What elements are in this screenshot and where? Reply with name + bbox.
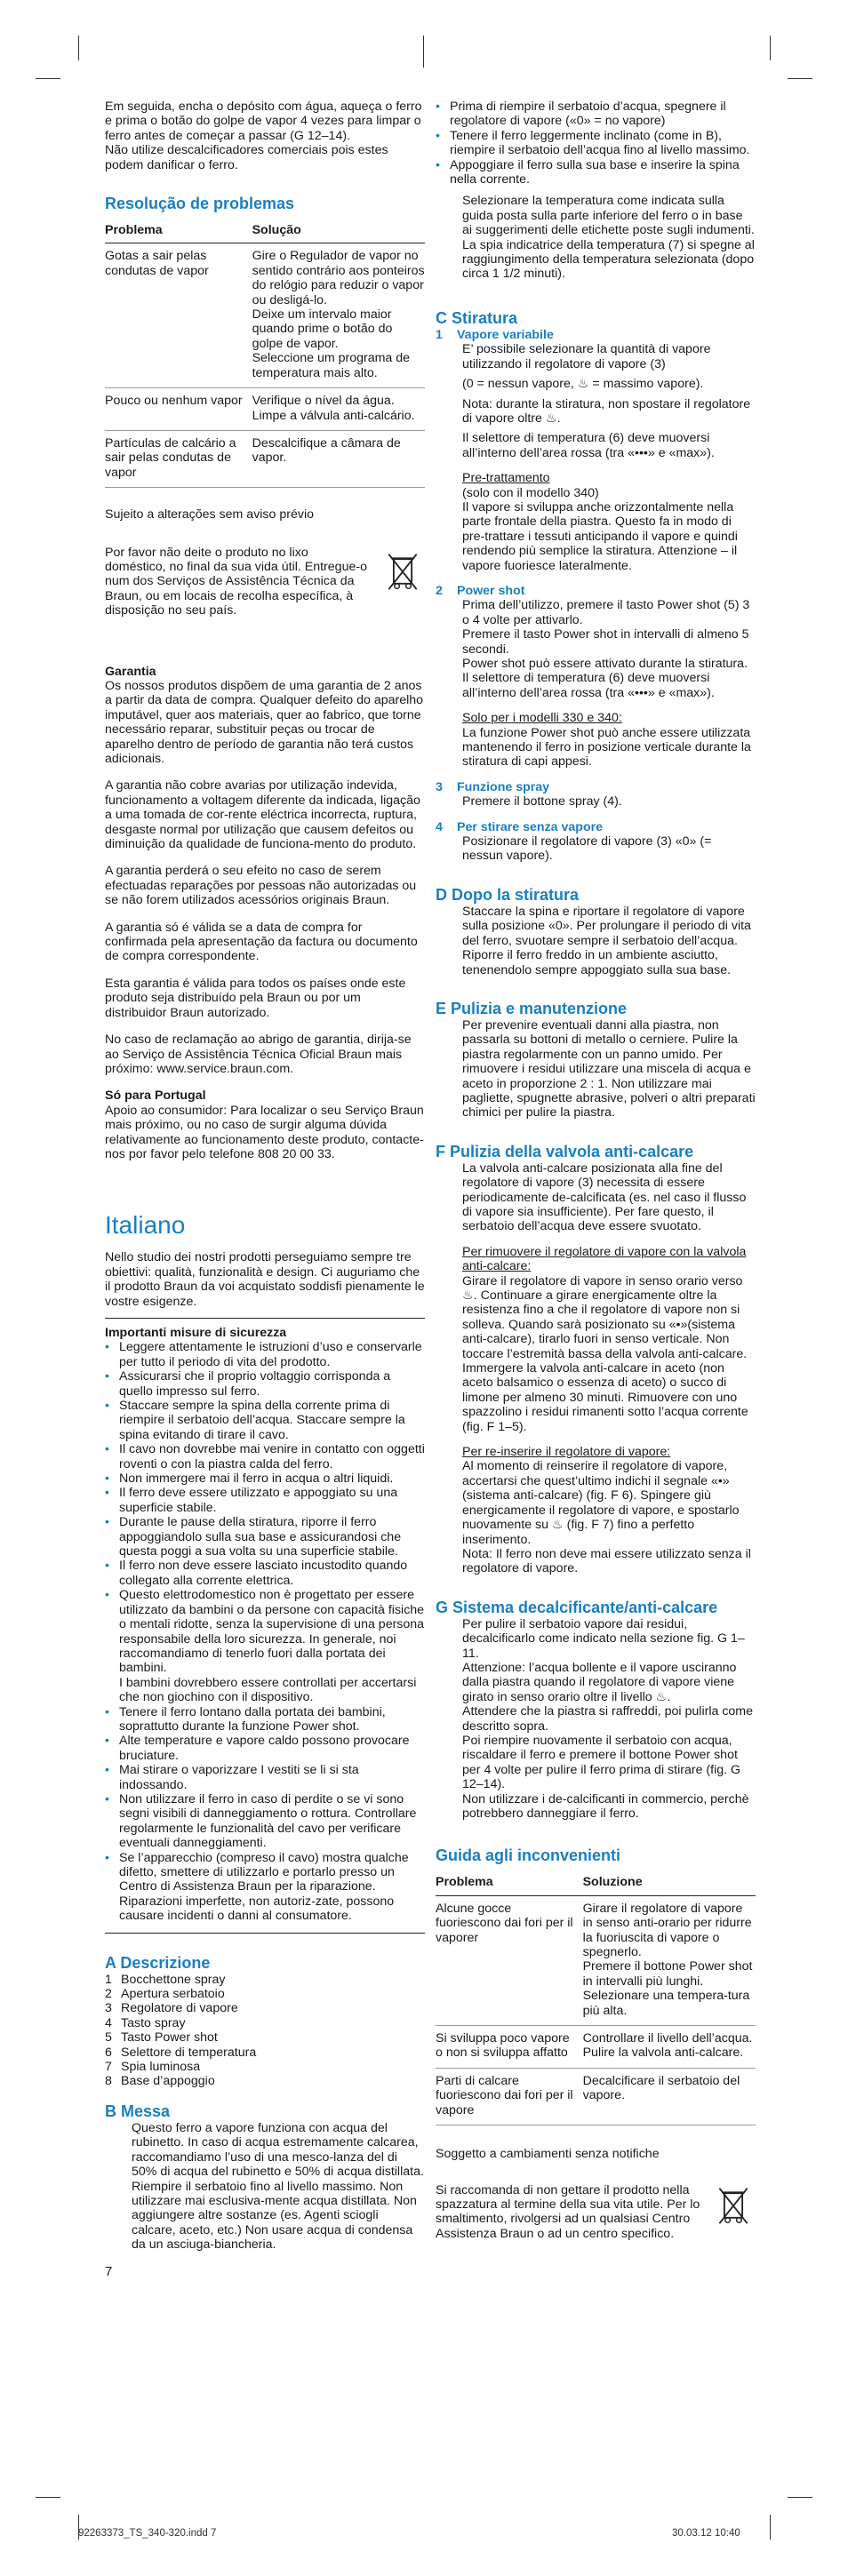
pt-trouble-cell: Verifique o nível da água. Limpe a válvula anti-calcário.	[252, 388, 425, 431]
it-d-title: D Dopo la stiratura	[436, 885, 580, 904]
it-c4-text: Posizionare il regolatore di vapore (3) «0» (= nessun vapore).	[462, 834, 712, 864]
it-f-sub2-title: Per re-inserire il regolatore di vapore:	[462, 1445, 671, 1460]
left-column	[105, 100, 425, 2279]
pt-trouble-cell: Gotas a sair pelas condutas de vapor	[105, 243, 252, 388]
list-item: • Il ferro deve essere utilizzato e appoggiato su una superficie stabile.	[105, 1486, 425, 1515]
it-f-text: La valvola anti-calcare posizionata alla fine del regolatore di vapore (3) necessita di essere periodicamente de-calcificata (es. nel caso il flusso di vapore sia insufficiente). Per fare questo, il serbatoio dell’acqua deve essere svuotato.	[462, 1160, 747, 1234]
crop-mark	[36, 2497, 60, 2498]
crop-mark	[788, 78, 812, 79]
list-item: • Il cavo non dovrebbe mai venire in contatto con oggetti roventi o con la piastra calda del ferro.	[105, 1442, 425, 1471]
it-c1-pre-title: Pre-trattamento	[462, 471, 550, 486]
it-safety-list	[105, 1340, 425, 1923]
crop-mark	[78, 36, 79, 60]
it-c4-title: Per stirare senza vapore	[457, 819, 604, 834]
table-row	[105, 430, 425, 487]
it-trouble-head-solution: Soluzione	[583, 1872, 756, 1895]
list-item: • Il ferro non deve essere lasciato incustodito quando collegato alla corrente elettrica.	[105, 1559, 425, 1588]
pt-disposal: Por favor não deite o produto no lixo doméstico, no final da sua vida útil. Entregue-o num dos Serviços de Assistência Técnica da Braun, ou em locais de recolha específica, à disposição no seu país.	[105, 545, 367, 618]
pt-intro: Em seguida, encha o depósito com água, aqueça o ferro e prima o botão do golpe de vapor 4 vezes para limpar o ferro antes de começar a passar (G 12–14). Não utilize descalcificadores comerciais pois estes podem danificar o ferro.	[105, 100, 422, 172]
pt-trouble-cell: Pouco ou nenhum vapor	[105, 388, 252, 431]
list-item: • Tenere il ferro lontano dalla portata dei bambini, soprattutto durante la funzione Power shot.	[105, 1705, 425, 1735]
it-e-text: Per prevenire eventuali danni alla piastra, non passarla su bottoni di metallo o cerniere. Pulire la piastra regolarmente con un panno umido. Per rimuovere i residui utilizzare una miscela di acqua e aceto in proporzione 2 : 1. Non utilizzare mai pagliette, spugnette abrasive, polveri o altri preparati chimici per pulire la piastra.	[462, 1017, 756, 1121]
list-item: 1 Bocchettone spray	[105, 1972, 226, 1987]
table-row	[436, 2068, 756, 2125]
print-footer-date	[672, 2528, 740, 2539]
list-item: 4 Tasto spray	[105, 2015, 186, 2030]
table-row	[105, 243, 425, 388]
crop-mark	[36, 78, 60, 79]
table-row	[436, 2026, 756, 2069]
it-g-title: G Sistema decalcificante/anti-calcare	[436, 1598, 718, 1616]
list-item: • Non immergere mai il ferro in acqua o altri liquidi.	[105, 1471, 425, 1486]
it-c1-pre-text: (solo con il modello 340) Il vapore si sviluppa anche orizzontalmente nella parte frontale della piastra. Questo fa in modo di pre-trattare i tessuti anticipando il vapore e quindi rendendo più semplice la stiratura. Attenzione – il vapore fuoriesce lateralmente.	[462, 485, 738, 573]
list-item: • Appoggiare il ferro sulla sua base e inserire la spina nella corrente.	[436, 158, 756, 187]
list-item: • Mai stirare o vaporizzare I vestiti se li si sta indossando.	[105, 1763, 425, 1792]
table-row	[105, 388, 425, 431]
it-b-text: Questo ferro a vapore funziona con acqua del rubinetto. In caso di acqua estremamente calcarea, raccomandiamo l’uso di una mesco-lanza del di 50% di acqua del rubinetto e 50% di acqua distillata. Riempire il serbatoio fino al livello massimo. Non utilizzare mai esclusiva-mente acqua distillata. Non aggiungere altre sostanze (es. Agenti sciogli calcare, aceto, etc.) Non usare acqua di condensa da un asciuga-biancheria.	[132, 2120, 424, 2253]
it-c1-range: (0 = nessun vapore, ♨ = massimo vapore).	[462, 377, 704, 392]
it-safety-title: Importanti misure di sicurezza	[105, 1325, 287, 1340]
list-item: • Prima di riempire il serbatoio d’acqua, spegnere il regolatore di vapore («0» = no vapore)	[436, 100, 756, 129]
pt-trouble-cell: Partículas de calcário a sair pelas condutas de vapor	[105, 430, 252, 487]
it-f-sub2-text: Al momento di reinserire il regolatore di vapore, accertarsi che quest’ultimo indichi il segnale «•» (sistema anti-calcare) (fig. F 6). Spingere giù energicamente il regolatore di vapore, e spostarlo nuovamente su ♨ (fig. F 7) fino a perfetto inserimento. Nota: Il ferro non deve mai essere utilizzato senza il regolatore di vapore.	[462, 1459, 751, 1576]
it-b-bullets	[436, 100, 756, 187]
list-item: 3 Regolatore di vapore	[105, 2001, 238, 2016]
crop-mark	[770, 2515, 771, 2540]
list-item: • Non utilizzare il ferro in caso di perdite o se vi sono segni visibili di danneggiamento o rottura. Controllare regolarmente le funzionalità del cavo per verificare eventuali danneggiamenti.	[105, 1792, 425, 1851]
list-item: 5 Tasto Power shot	[105, 2030, 218, 2046]
weee-bin-icon	[716, 2185, 750, 2226]
weee-bin-icon	[386, 551, 420, 592]
list-item: • Durante le pause della stiratura, riporre il ferro appoggiandolo sulla sua base e assicurandosi che questa poggi a sua volta su una superficie stabile.	[105, 1515, 425, 1559]
list-item: 6 Selettore di temperatura	[105, 2045, 257, 2060]
pt-garantia-p1: Os nossos produtos dispõem de uma garantia de 2 anos a partir da data de compra. Qualquer defeito do aparelho imputável, quer aos materiais, quer ao fabrico, que torne necessário reparar, substituir peças ou trocar de aparelho dentro de período de garantia não terá custos adicionais.	[105, 678, 424, 766]
it-trouble-head-problem: Problema	[436, 1872, 583, 1895]
pt-portugal-title: Só para Portugal	[105, 1089, 206, 1104]
pt-trouble-title: Resolução de problemas	[105, 195, 295, 213]
footer-file: 92263373_TS_340-320.indd 7	[78, 2528, 217, 2539]
it-e-title: E Pulizia e manutenzione	[436, 999, 628, 1017]
it-g-text: Per pulire il serbatoio vapore dai residui, decalcificarlo come indicato nella sezione fig. G 1–11. Attenzione: l’acqua bollente e il vapore usciranno dalla piastra quando il regolatore di vapore viene girato in senso orario oltre il livello ♨. Attendere che la piastra si raffreddi, poi pulirla come descritto sopra. Poi riempire nuovamente il serbatoio con acqua, riscaldare il ferro e premere il bottone Power shot per 4 volte per pulire il ferro prima di stirare (fig. G 12–14). Non utilizzare i de-calcificanti in commercio, perchè potrebbero danneggiare il ferro.	[462, 1616, 754, 1821]
footer-date: 30.03.12 10:40	[672, 2528, 740, 2539]
it-notice: Soggetto a cambiamenti senza notifiche	[436, 2147, 660, 2162]
list-item: 7 Spia luminosa	[105, 2060, 201, 2075]
it-c1-temp: Il selettore di temperatura (6) deve muoversi all’interno dell’area rossa (tra «•••» e «max»).	[462, 431, 715, 460]
it-title: Italiano	[105, 1211, 186, 1240]
it-c3-title: Funzione spray	[457, 779, 550, 794]
it-b-title: B Messa	[105, 2101, 171, 2120]
it-disposal: Si raccomanda di non gettare il prodotto nella spazzatura al termine della sua vita utile. Per lo smaltimento, rivolgersi ad un qualsiasi Centro Assistenza Braun o ad un centro specifico.	[436, 2182, 700, 2241]
it-parts-list	[105, 1973, 425, 2089]
it-a-title: A Descrizione	[105, 1953, 211, 1972]
list-item: • Staccare sempre la spina della corrente prima di riempire il serbatoio dell’acqua. Staccare sempre la spina evitando di tirare il cavo.	[105, 1399, 425, 1442]
pt-trouble-head-problem: Problema	[105, 220, 252, 243]
pt-trouble-cell: Gire o Regulador de vapor no sentido contrário aos ponteiros do relógio para reduzir o vapor ou desligá-lo. Deixe um intervalo maior quando prime o botão do golpe de vapor. Seleccione um programa de temperatura mais alto.	[252, 243, 425, 388]
it-trouble-table	[436, 1872, 756, 2125]
pt-garantia-p2: A garantia não cobre avarias por utilização indevida, funcionamento a voltagem diferente da indicada, ligação a uma tomada de cor-rente eléctrica incorrecta, ruptura, desgaste normal por utilização que causem defeitos ou diminuição da qualidade de funciona-mento do produto.	[105, 778, 420, 852]
pt-garantia-p6: No caso de reclamação ao abrigo de garantia, dirija-se ao Serviço de Assistência Técnica Oficial Braun mais próximo: www.service.braun.com.	[105, 1033, 412, 1076]
it-intro: Nello studio dei nostri prodotti perseguiamo sempre tre obiettivi: qualità, funzionalità e design. Ci auguriamo che il prodotto Braun da voi acquistato soddisfi pienamente le vostre esigenze.	[105, 1250, 425, 1309]
pt-trouble-table	[105, 220, 425, 488]
it-c1-note: Nota: durante la stiratura, non spostare il regolatore di vapore oltre ♨.	[462, 396, 751, 426]
pt-portugal-text: Apoio ao consumidor: Para localizar o seu Serviço Braun mais próximo, ou no caso de surgir alguma dúvida relativamente ao funcionamento deste produto, contacte-nos por favor pelo telefone 808 20 00 33.	[105, 1103, 424, 1161]
list-item: • Alte temperature e vapore caldo possono provocare bruciature.	[105, 1734, 425, 1763]
crop-mark	[770, 36, 771, 60]
it-trouble-cell: Decalcificare il serbatoio del vapore.	[583, 2068, 756, 2125]
list-item: 8 Base d’appoggio	[105, 2074, 215, 2089]
it-f-sub1-title: Per rimuovere il regolatore di vapore con la valvola anti-calcare:	[462, 1244, 747, 1274]
pt-trouble-cell: Descalcifique a câmara de vapor.	[252, 430, 425, 487]
list-item: • Assicurarsi che il proprio voltaggio corrisponda a quello impresso sul ferro.	[105, 1369, 425, 1399]
table-row	[436, 1895, 756, 2025]
it-c-title: C Stiratura	[436, 308, 518, 327]
it-f-title: F Pulizia della valvola anti-calcare	[436, 1142, 694, 1160]
pt-garantia-p3: A garantia perderá o seu efeito no caso de serem efectuadas reparações por pessoas não autorizadas ou se não forem utilizados acessórios originais Braun.	[105, 864, 417, 908]
it-trouble-cell: Girare il regolatore di vapore in senso anti-orario per ridurre la fuoriuscita di vapore o spegnerlo. Premere il bottone Power shot in intervalli più lunghi. Selezionare una tempera-tura più alta.	[583, 1895, 756, 2025]
right-column: • Prima di riempire il serbatoio d’acqua, spegnere il regolatore di vapore («0» = no vapore) • Tenere il ferro leggermente inclinato (come in B), riempire il serbatoio dell’acqua fino al livello massimo. • Appoggiare il ferro sulla sua base e inserire la spina nella corrente. Selezionare la temperatura come indicata sulla guida posta sulla parte inferiore del ferro o in base ai suggerimenti delle etichette poste sugli indumenti. La spia indicatrice della temperatura (7) si spegne al raggiungimento della temperatura selezionata (dopo circa 1 1/2 minuti). C Stiratura 1 Vapore variabile E’ possibile selezionare la quantità di vapore utilizzando il regolatore di vapore (3) (0 = nessun vapore, ♨ = massimo vapore). Nota: durante la stiratura, non spostare il regolatore di vapore oltre ♨. Il selettore di temperatura (6) deve muoversi all’interno dell’area rossa (tra «•••» e «max»). Pre-trattamento (solo con il modello 340) Il vapore si sviluppa anche orizzontalmente nella parte frontale della piastra. Questo fa in modo di pre-trattare i tessuti anticipando il vapore e quindi rendendo più semplice la stiratura. Attenzione – il vapore fuoriesce lateralmente. 2 Power shot Prima dell’utilizzo, premere il tasto Power shot (5) 3 o 4 volte per attivarlo. Premere il tasto Power shot in intervalli di almeno 5 secondi. Power shot può essere attivato durante la stiratura. Il selettore di temperatura (6) deve muoversi all’interno dell’area rossa (tra «•••» e «max»). Solo per i modelli 330 e 340: La funzione Power shot può anche essere utilizzata mantenendo il ferro in posizione verticale durante la stiratura di capi appesi. 3 Funzione spray Premere il bottone spray (4). 4 Per stirare senza vapore Posizionare il regolatore di vapore (3) «0» (= nessun vapore). D Dopo la stiratura Staccare la spina e riportare il regolatore di vapore sulla posizione «0». Per prolungare il periodo di vita del ferro, svuotare sempre il serbatoio dell’acqua. Riporre il ferro freddo in un ambiente asciutto, tenenendolo sempre appoggiato sulla sua base. E Pulizia e manutenzione Per prevenire eventuali danni alla piastra, non passarla su bottoni di metallo o cerniere. Pulire la piastra regolarmente con un panno umido. Per rimuovere i residui utilizzare una miscela di acqua e aceto in proporzione 2 : 1. Non utilizzare mai pagliette, spugnette abrasive, polveri o altri preparati chimici per pulire la piastra. F Pulizia della valvola anti-calcare La valvola anti-calcare posizionata alla fine del regolatore di vapore (3) necessita di essere periodicamente de-calcificata (es. nel caso il flusso di vapore sia insufficiente). Per fare questo, il serbatoio dell’acqua deve essere svuotato. Per rimuovere il regolatore di vapore con la valvola anti-calcare: Girare il regolatore di vapore in senso orario verso ♨. Continuare a girare energicamente oltre la resistenza fino a che il regolatore di vapore non si solleva. Quando sarà posizionato su «•»(sistema anti-calcare), tirarlo fuori in senso verticale. Non toccare l’estremità bassa della valvola anti-calcare. Immergere la valvola anti-calcare in aceto (non aceto balsamico o essenza di aceto) o succo di limone per almeno 30 minuti. Rimuovere con uno spazzolino i residui rimanenti sotto l’acqua corrente (fig. F 1–5). Per re-inserire il regolatore di vapore: Al momento di reinserire il regolatore di vapore, accertarsi che quest’ultimo indichi il segnale «•» (sistema anti-calcare) (fig. F 6). Spingere giù energicamente il regolatore di vapore, e spostarlo nuovamente su ♨ (fig. F 7) fino a perfetto inserimento. Nota: Il ferro non deve mai essere utilizzato senza il regolatore di vapore. G Sistema decalcificante/anti-calcare Per pulire il serbatoio vapore dai residui, decalcificarlo come indicato nella sezione fig. G 1–11. Attenzione: l’acqua bollente e il vapore usciranno dalla piastra quando il regolatore di vapore viene girato in senso orario oltre il livello ♨. Attendere che la piastra si raffreddi, poi pulirla come descritto sopra. Poi riempire nuovamente il serbatoio con acqua, riscaldare il ferro e premere il bottone Power shot per 4 volte per pulire il ferro prima di stirare (fig. G 12–14). Non utilizzare i de-calcificanti in commercio, perchè potrebbero danneggiare il ferro. Guida agli inconvenienti Problema Soluzione Alcune gocce fuoriescono dai fori per il vaporer Girare il regolatore di vapore in senso anti-orario per ridurre la fuoriuscita di vapore o spegnerlo. Premere il bottone Power shot in intervalli più lunghi. Selezionare una tempera-tura più alta. Si sviluppa poco vapore o non si sviluppa affatto Controllare il livello dell’acqua. Pulire la valvola anti-calcare. Parti di calcare fuoriescono dai fori per il vapore Decalcificare il serbatoio del vapore. Soggetto a cambiamenti senza notifiche Si raccomanda di non gettare il prodotto nella spazzatura al termine della sua vita utile. Per lo smaltimento, rivolgersi ad un qualsiasi Centro Assistenza Braun o ad un centro specifico.	[436, 100, 756, 2241]
list-item: 2 Apertura serbatoio	[105, 1987, 225, 2002]
it-trouble-cell: Parti di calcare fuoriescono dai fori per il vapore	[436, 2068, 583, 2125]
pt-notice: Sujeito a alterações sem aviso prévio	[105, 507, 315, 522]
it-f-sub1-text: Girare il regolatore di vapore in senso orario verso ♨. Continuare a girare energicamente oltre la resistenza fino a che il regolatore di vapore non si solleva. Quando sarà posizionato su «•»(sistema anti-calcare), tirarlo fuori in senso verticale. Non toccare l’estremità bassa della valvola anti-calcare. Immergere la valvola anti-calcare in aceto (non aceto balsamico o essenza di aceto) o succo di limone per almeno 30 minuti. Rimuovere con uno spazzolino i residui rimanenti sotto l’acqua corrente (fig. F 1–5).	[462, 1273, 748, 1434]
pt-trouble-head-solution: Solução	[252, 220, 425, 243]
pt-garantia-p5: Esta garantia é válida para todos os países onde este produto seja distribuído pela Braun ou por um distribuidor Braun autorizado.	[105, 976, 406, 1020]
crop-mark	[423, 36, 424, 68]
print-footer	[78, 2528, 216, 2539]
crop-mark	[788, 2497, 812, 2498]
list-item: • Se l’apparecchio (compreso il cavo) mostra qualche difetto, smettere di utilizzarlo e portarlo presso un Centro di Assistenza Braun per la riparazione. Riparazioni imperfette, non autoriz-zate, possono causare incidenti o danni al consumatore.	[105, 1851, 425, 1924]
it-b-after: Selezionare la temperatura come indicata sulla guida posta sulla parte inferiore del ferro o in base ai suggerimenti delle etichette poste sugli indumenti. La spia indicatrice della temperatura (7) si spegne al raggiungimento della temperatura selezionata (dopo circa 1 1/2 minuti).	[462, 194, 755, 282]
it-c2-sub-text: La funzione Power shot può anche essere utilizzata mantenendo il ferro in posizione verticale durante la stiratura di capi appesi.	[462, 725, 751, 770]
list-item: • Tenere il ferro leggermente inclinato (come in B), riempire il serbatoio dell’acqua fino al livello massimo.	[436, 129, 756, 158]
it-trouble-cell: Controllare il livello dell’acqua. Pulire la valvola anti-calcare.	[583, 2026, 756, 2069]
it-c3-text: Premere il bottone spray (4).	[462, 794, 622, 809]
it-c2-title: Power shot	[457, 583, 525, 598]
it-c2-sub-title: Solo per i modelli 330 e 340:	[462, 711, 622, 726]
list-item: • Questo elettrodomestico non è progettato per essere utilizzato da bambini o da persone con capacità fisiche o mentali ridotte, senza la supervisione di una persona responsabile della loro sicurezza. In generale, noi raccomandiamo di tenerlo fuori dalla portata dei bambini. I bambini dovrebbero essere controllati per accertarsi che non giochino con il dispositivo.	[105, 1588, 425, 1704]
page-number: 7	[105, 2263, 113, 2279]
pt-garantia-p4: A garantia só é válida se a data de compra for confirmada pela apresentação da factura ou documento de compra correspondente.	[105, 920, 418, 964]
it-c2-text: Prima dell’utilizzo, premere il tasto Power shot (5) 3 o 4 volte per attivarlo. Premere il tasto Power shot in intervalli di almeno 5 secondi. Power shot può essere attivato durante la stiratura. Il selettore di temperatura (6) deve muoversi all’interno dell’area rossa (tra «•••» e «max»).	[462, 598, 750, 700]
it-trouble-title: Guida agli inconvenienti	[436, 1846, 621, 1865]
it-trouble-cell: Si sviluppa poco vapore o non si sviluppa affatto	[436, 2026, 583, 2069]
it-c1-text: E’ possibile selezionare la quantità di vapore utilizzando il regolatore di vapore (3)	[462, 342, 711, 371]
it-c1-title: Vapore variabile	[457, 327, 554, 342]
list-item: • Leggere attentamente le istruzioni d’uso e conservarle per tutto il periodo di vita del prodotto.	[105, 1340, 425, 1369]
it-d-text: Staccare la spina e riportare il regolatore di vapore sulla posizione «0». Per prolungare il periodo di vita del ferro, svuotare sempre il serbatoio dell’acqua. Riporre il ferro freddo in un ambiente asciutto, tenenendolo sempre appoggiato sulla sua base.	[462, 904, 751, 977]
it-trouble-cell: Alcune gocce fuoriescono dai fori per il vaporer	[436, 1895, 583, 2025]
pt-garantia-title: Garantia	[105, 664, 156, 679]
